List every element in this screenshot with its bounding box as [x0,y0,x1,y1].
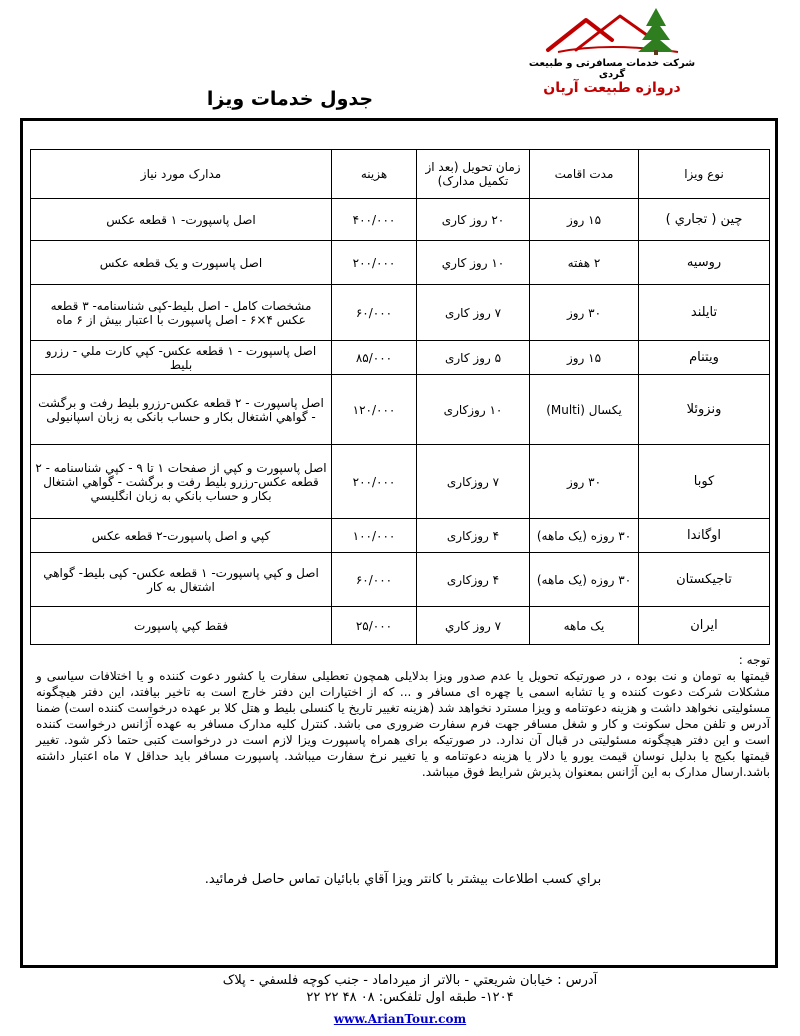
header-stay-duration: مدت اقامت [530,150,639,199]
header-cost: هزینه [332,150,417,199]
page-title: جدول خدمات ویزا [206,88,374,110]
visa-type-cell: روسیه [639,241,770,285]
cost-cell: ۲۰۰/۰۰۰ [332,445,417,519]
table-row [31,341,770,375]
notes-body: قیمتها به تومان و نت بوده ، در صورتیکه تحویل یا عدم صدور ویزا بدلایلی همچون تعطیلی سفارت یا کشور دعوت کننده و یا اختلافات سیاسی و مشکلات شرکت دعوت کننده و یا تشابه اسمی یا چهره ای مسافر و ... که از اختیارات این دفتر خارج است به تاخیر بیافتد، این دفتر هیچگونه مسئولیتی نخواهد داشت و هزینه دعوتنامه و ویزا مسترد نخواهد شد (هزینه تغییر تاریخ یا کنسلی بلیط و هتل کلا بر عهده درخواست کننده است) ضمنا آدرس و تلفن محل سکونت و کار و شغل مسافر جهت فرم سفارت ضروری می باشد. کنترل کلیه مدارک مسافر به عهده آژانس درخواست کننده است و این دفتر هیچگونه مسئولیتی در قبال آن ندارد. در صورتیکه برای همراه پاسپورت ویزا لازم است در درخواست کتبی حتما ذکر شود. تغییر قیمتها بکیج یا بدلیل نوسان قیمت یورو یا دلار یا هزینه دعوتنامه و یا تغییر نرخ سفارت میباشد. پاسپورت مسافر باید حداقل ۷ ماه اعتبار داشته باشد.ارسال مدارک به این آژانس بمعنوان پذیرش شرایط فوق میباشد. [36,669,770,779]
header-visa-type: نوع ویزا [639,150,770,199]
footer-address [50,972,770,1006]
cost-cell: ۸۵/۰۰۰ [332,341,417,375]
documents-cell: کپي و اصل پاسپورت-۲ قطعه عکس [31,519,332,553]
cost-cell: ۴۰۰/۰۰۰ [332,199,417,241]
cost-cell: ۶۰/۰۰۰ [332,285,417,341]
notes-heading: توجه : [738,653,770,667]
cost-cell: ۲۵/۰۰۰ [332,607,417,645]
delivery-time-cell: ۱۰ روزکاری [417,375,530,445]
visa-type-cell: ونزوئلا [639,375,770,445]
documents-cell: اصل پاسپورت - ۲ قطعه عکس-رزرو بلیط رفت و برگشت - گواهي اشتغال بکار و حساب بانکی به زبان اسپانیولی [31,375,332,445]
documents-cell: فقط کپي پاسپورت [31,607,332,645]
cost-cell: ۲۰۰/۰۰۰ [332,241,417,285]
stay-cell: ۳۰ روز [530,445,639,519]
visa-type-cell: اوگاندا [639,519,770,553]
stay-cell: ۳۰ روز [530,285,639,341]
cost-cell: ۱۲۰/۰۰۰ [332,375,417,445]
company-logo [528,6,696,106]
table-row [31,607,770,645]
visa-services-table [30,149,770,645]
website-link[interactable]: www.ArianTour.com [333,1012,467,1026]
table-header-row [31,150,770,199]
table-row [31,241,770,285]
table-row [31,519,770,553]
documents-cell: اصل پاسپورت - ۱ قطعه عکس- کپي کارت ملي - رزرو بلیط [31,341,332,375]
mountain-tree-logo-icon [528,6,696,56]
cost-cell: ۶۰/۰۰۰ [332,553,417,607]
documents-cell: اصل پاسپورت و یک قطعه عکس [31,241,332,285]
company-name: شرکت خدمات مسافرتی و طبیعت گردی [528,58,696,80]
address-line-2: ۱۲۰۴- طبقه اول تلفکس: ۰۸ ۴۸ ۲۲ ۲۲ [306,990,514,1005]
visa-type-cell: چین ( تجاري ) [639,199,770,241]
table-row [31,199,770,241]
documents-cell: اصل پاسپورت- ۱ قطعه عکس [31,199,332,241]
stay-cell: ۳۰ روزه (یک ماهه) [530,553,639,607]
delivery-time-cell: ۷ روزکاری [417,445,530,519]
documents-cell: اصل پاسپورت و کپي از صفحات ۱ تا ۹ - کپي شناسنامه - ۲ قطعه عکس-رزرو بلیط رفت و برگشت - گواهي اشتغال بکار و حساب بانکي به زبان انگلیسي [31,445,332,519]
delivery-time-cell: ۲۰ روز کاری [417,199,530,241]
stay-cell: ۱۵ روز [530,341,639,375]
stay-cell: یک ماهه [530,607,639,645]
documents-cell: اصل و کپي پاسپورت- ۱ قطعه عکس- کپی بلیط- گواهي اشتغال به کار [31,553,332,607]
visa-type-cell: ویتنام [639,341,770,375]
visa-type-cell: کوبا [639,445,770,519]
stay-cell: ۲ هفته [530,241,639,285]
brand-name: دروازه طبیعت آریان [543,80,681,96]
stay-cell: ۱۵ روز [530,199,639,241]
documents-cell: مشخصات کامل - اصل بلیط-کپی شناسنامه- ۳ قطعه عکس ۴×۶ - اصل پاسپورت با اعتبار بیش از ۶ ماه [31,285,332,341]
address-line-1: آدرس : خیابان شریعتي - بالاتر از میرداماد - جنب کوچه فلسفي - پلاک [222,973,598,988]
stay-cell: ۳۰ روزه (یک ماهه) [530,519,639,553]
header-delivery-time: زمان تحویل (بعد از تکمیل مدارک) [417,150,530,199]
notes-section [36,652,770,780]
table-row [31,553,770,607]
delivery-time-cell: ۷ روز کاري [417,607,530,645]
visa-type-cell: تایلند [639,285,770,341]
delivery-time-cell: ۵ روز کاری [417,341,530,375]
delivery-time-cell: ۴ روزکاری [417,553,530,607]
stay-cell: یکسال (Multi) [530,375,639,445]
table-row [31,285,770,341]
delivery-time-cell: ۱۰ روز کاري [417,241,530,285]
contact-line: براي کسب اطلاعات بیشتر با کانتر ویزا آقاي بابائیان تماس حاصل فرمائید. [204,872,602,887]
visa-type-cell: تاجیکستان [639,553,770,607]
visa-type-cell: ایران [639,607,770,645]
cost-cell: ۱۰۰/۰۰۰ [332,519,417,553]
delivery-time-cell: ۴ روزکاری [417,519,530,553]
table-row [31,445,770,519]
header-required-documents: مدارک مورد نیاز [31,150,332,199]
table-row [31,375,770,445]
delivery-time-cell: ۷ روز کاری [417,285,530,341]
